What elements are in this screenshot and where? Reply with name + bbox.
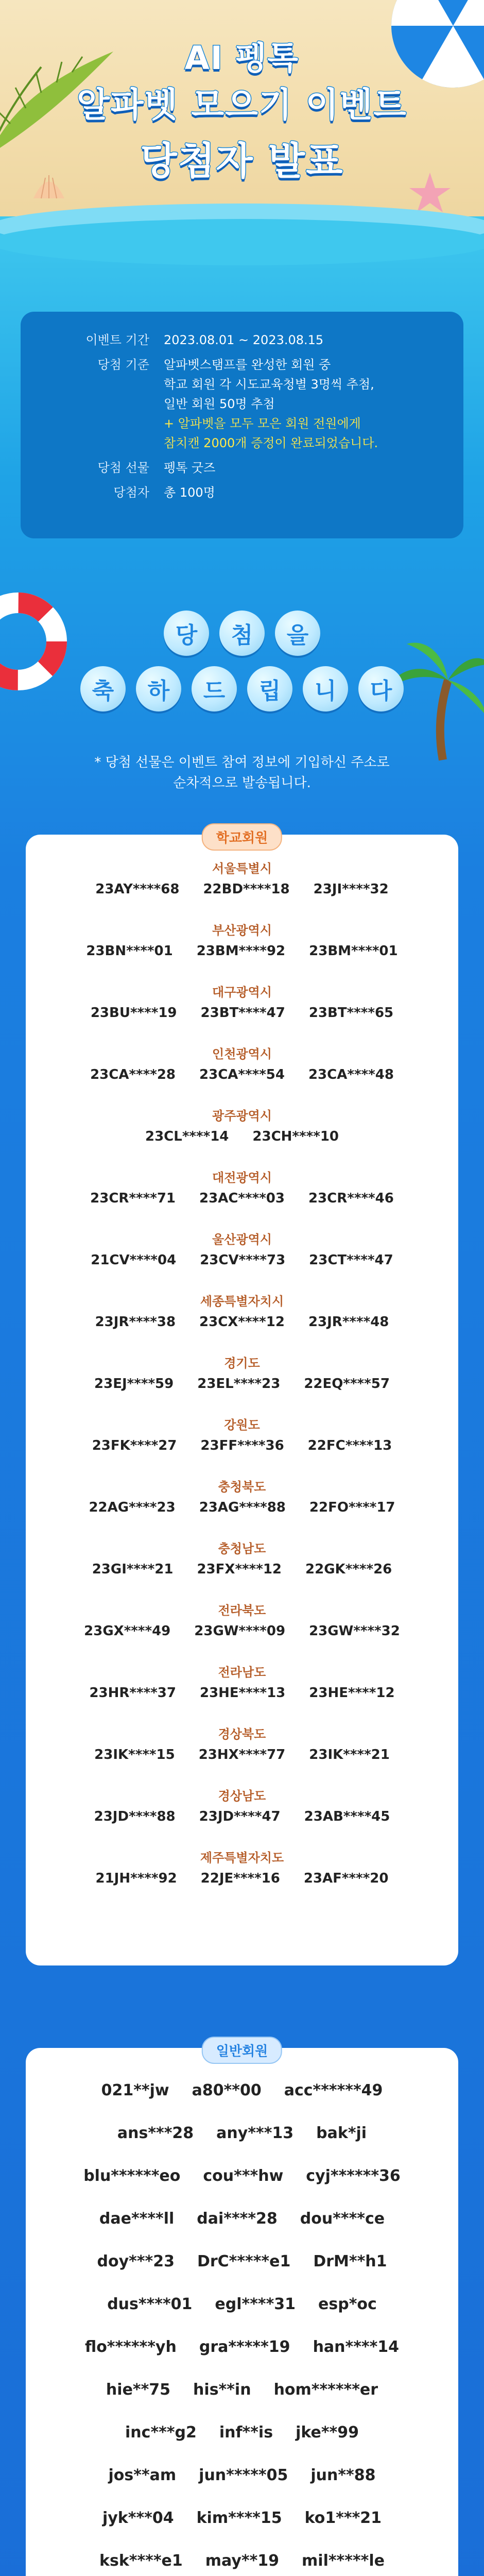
general-winners-list <box>26 2075 458 2576</box>
winner-id: 021**jw <box>101 2081 169 2099</box>
region-name: 세종특별자치시 <box>200 1294 284 1309</box>
header-event-name: 알파벳 모으기 이벤트 <box>77 85 407 125</box>
winner-code: 23CA****54 <box>199 1067 285 1082</box>
winner-id: gra*****19 <box>199 2338 290 2356</box>
region-winner-row <box>26 1188 458 1209</box>
event-info-box <box>21 312 463 538</box>
winner-id: jos**am <box>108 2466 177 2484</box>
winner-id: dai****28 <box>197 2210 278 2228</box>
winner-code: 23CA****48 <box>308 1067 394 1082</box>
region-name: 경기도 <box>224 1356 260 1370</box>
congrats-char: 첨 <box>219 611 265 656</box>
winner-code: 23BT****47 <box>200 1005 285 1021</box>
general-winner-row <box>26 2117 458 2149</box>
info-row-criteria: 당첨 기준 알파벳스탬프를 완성한 회원 중 <box>97 358 331 372</box>
winner-code: 22GK****26 <box>305 1562 392 1577</box>
info-row-bonus-2: 참치캔 2000개 증정이 완료되었습니다. <box>164 436 378 450</box>
region-winner-row <box>26 941 458 961</box>
winner-code: 23EL****23 <box>197 1376 281 1392</box>
general-members-title: 일반회원 <box>202 2037 282 2064</box>
winner-code: 23CR****46 <box>308 1191 394 1206</box>
winner-code: 23HR****37 <box>89 1685 176 1701</box>
winner-code: 23CT****47 <box>309 1252 393 1268</box>
winner-code: 23FX****12 <box>197 1562 282 1577</box>
region-name: 울산광역시 <box>212 1232 272 1247</box>
winner-code: 23CH****10 <box>252 1129 339 1144</box>
winner-code: 23JD****88 <box>94 1809 176 1824</box>
winner-code: 23AC****03 <box>199 1191 285 1206</box>
general-winner-row <box>26 2331 458 2363</box>
info-row-criteria-2: 학교 회원 각 시도교육청별 3명씩 추첨, <box>164 377 374 392</box>
region-winner-row <box>26 1621 458 1641</box>
winner-code: 23FF****36 <box>200 1438 284 1453</box>
winner-code: 23GI****21 <box>92 1562 174 1577</box>
wave-decoration <box>0 219 484 265</box>
region-name: 전라남도 <box>218 1665 266 1680</box>
region-name: 전라북도 <box>218 1603 266 1618</box>
info-row-period: 이벤트 기간 2023.08.01 ~ 2023.08.15 <box>85 333 324 347</box>
info-row-prize: 당첨 선물 펭톡 굿즈 <box>97 461 216 475</box>
winner-id: ans***28 <box>117 2124 194 2142</box>
winner-code: 23AY****68 <box>95 882 180 897</box>
winner-id: jun*****05 <box>199 2466 288 2484</box>
general-winner-row <box>26 2374 458 2405</box>
school-winners-card <box>26 831 458 1965</box>
general-winner-row <box>26 2289 458 2320</box>
winner-id: any***13 <box>216 2124 294 2142</box>
winner-code: 23EJ****59 <box>94 1376 174 1392</box>
winner-code: 23CV****73 <box>200 1252 286 1268</box>
winner-code: 23AG****88 <box>199 1500 286 1515</box>
winner-code: 23JR****48 <box>308 1314 389 1330</box>
congratulations-banner <box>0 611 484 722</box>
winner-code: 23CA****28 <box>90 1067 176 1082</box>
header-brand: AI 펭톡 <box>184 39 300 77</box>
winner-code: 23JR****38 <box>95 1314 176 1330</box>
winner-id: han****14 <box>313 2338 400 2356</box>
winner-code: 23CL****14 <box>145 1129 229 1144</box>
winner-id: blu******eo <box>83 2167 181 2185</box>
region-winner-row <box>26 1312 458 1332</box>
general-winner-row <box>26 2246 458 2277</box>
winner-code: 23CX****12 <box>199 1314 285 1330</box>
winner-code: 22FO****17 <box>309 1500 395 1515</box>
winner-id: a80**00 <box>192 2081 262 2099</box>
winner-id: hom******er <box>273 2381 378 2399</box>
winner-code: 23JI****32 <box>313 882 389 897</box>
winner-id: flo******yh <box>84 2338 177 2356</box>
winner-code: 23IK****21 <box>309 1747 390 1762</box>
winner-code: 22FC****13 <box>307 1438 392 1453</box>
region-winner-row <box>26 1435 458 1456</box>
region-name: 경상남도 <box>218 1789 266 1803</box>
congrats-char: 하 <box>136 666 181 711</box>
region-winner-row <box>26 1126 458 1147</box>
winner-id: ko1***21 <box>304 2509 382 2527</box>
winner-code: 22AG****23 <box>89 1500 176 1515</box>
winner-code: 22EQ****57 <box>304 1376 390 1392</box>
region-winner-row <box>26 1497 458 1518</box>
winner-id: his**in <box>193 2381 251 2399</box>
winner-code: 22JE****16 <box>200 1871 280 1886</box>
general-winner-row <box>26 2160 458 2192</box>
congrats-char: 당 <box>164 611 209 656</box>
winner-code: 23IK****15 <box>94 1747 175 1762</box>
winner-id: dus****01 <box>107 2295 193 2313</box>
winner-id: jyk***04 <box>102 2509 174 2527</box>
winner-id: mil*****le <box>302 2552 385 2570</box>
region-winner-row <box>26 1064 458 1085</box>
winner-code: 22BD****18 <box>203 882 290 897</box>
winner-code: 23HE****13 <box>199 1685 286 1701</box>
winner-code: 23BM****01 <box>309 943 398 959</box>
info-row-winners: 당첨자 총 100명 <box>113 485 215 500</box>
congrats-char: 다 <box>358 666 404 711</box>
region-winner-row <box>26 1374 458 1394</box>
info-row-criteria-3: 일반 회원 50명 추첨 <box>164 397 275 411</box>
region-name: 충청북도 <box>218 1480 266 1494</box>
general-winner-row <box>26 2460 458 2491</box>
winner-code: 23CR****71 <box>90 1191 176 1206</box>
winner-id: DrC*****e1 <box>197 2252 291 2270</box>
winner-code: 23GW****09 <box>194 1623 286 1639</box>
region-name: 대전광역시 <box>212 1171 272 1185</box>
winner-id: dae****ll <box>99 2210 175 2228</box>
school-winners-list <box>26 858 458 1909</box>
general-winner-row <box>26 2203 458 2234</box>
info-row-bonus: + 알파벳을 모두 모은 회원 전원에게 <box>164 416 361 431</box>
region-name: 광주광역시 <box>212 1109 272 1123</box>
winner-code: 21CV****04 <box>91 1252 177 1268</box>
region-name: 경상북도 <box>218 1727 266 1741</box>
winner-code: 23BN****01 <box>86 943 173 959</box>
header-announcement: 당첨자 발표 <box>140 139 344 183</box>
general-winner-row <box>26 2417 458 2448</box>
region-winner-row <box>26 1250 458 1270</box>
congrats-row-1 <box>0 611 484 656</box>
winner-id: jke**99 <box>296 2424 359 2442</box>
congrats-char: 립 <box>247 666 292 711</box>
region-winner-row <box>26 879 458 900</box>
congrats-char: 니 <box>303 666 348 711</box>
winner-id: inc***g2 <box>125 2424 197 2442</box>
event-header <box>0 36 484 190</box>
winner-code: 23GW****32 <box>309 1623 400 1639</box>
region-winner-row <box>26 1744 458 1765</box>
region-winner-row <box>26 1868 458 1889</box>
region-winner-row <box>26 1806 458 1827</box>
winner-id: bak*ji <box>316 2124 367 2142</box>
winner-code: 23GX****49 <box>84 1623 171 1639</box>
region-winner-row <box>26 1003 458 1023</box>
winner-id: jun**88 <box>310 2466 376 2484</box>
winner-code: 21JH****92 <box>95 1871 177 1886</box>
winner-id: cyj******36 <box>306 2167 401 2185</box>
winner-id: doy***23 <box>97 2252 175 2270</box>
winner-id: hie**75 <box>106 2381 171 2399</box>
congrats-char: 을 <box>275 611 320 656</box>
shipping-notice: * 당첨 선물은 이벤트 참여 정보에 기입하신 주소로 순차적으로 발송됩니다. <box>94 755 390 791</box>
winner-code: 23BU****19 <box>90 1005 177 1021</box>
winner-id: DrM**h1 <box>313 2252 387 2270</box>
school-members-title: 학교회원 <box>202 823 282 851</box>
congrats-char: 축 <box>80 666 126 711</box>
winner-code: 23AF****20 <box>303 1871 389 1886</box>
general-winner-row <box>26 2545 458 2576</box>
general-winners-card <box>26 2044 458 2576</box>
winner-code: 23BT****65 <box>308 1005 394 1021</box>
winner-code: 23HX****77 <box>198 1747 286 1762</box>
region-winner-row <box>26 1683 458 1703</box>
region-winner-row <box>26 1559 458 1580</box>
region-name: 인천광역시 <box>212 1047 272 1061</box>
general-winner-row <box>26 2075 458 2106</box>
winner-id: acc******49 <box>284 2081 383 2099</box>
winner-id: inf**is <box>219 2424 273 2442</box>
congrats-row-2 <box>0 666 484 711</box>
region-name: 강원도 <box>224 1418 260 1432</box>
winner-code: 23BM****92 <box>196 943 286 959</box>
winner-code: 23JD****47 <box>199 1809 281 1824</box>
winner-id: dou****ce <box>300 2210 385 2228</box>
winner-code: 23FK****27 <box>92 1438 177 1453</box>
region-name: 충청남도 <box>218 1541 266 1556</box>
region-name: 부산광역시 <box>212 923 272 938</box>
winner-id: may**19 <box>205 2552 280 2570</box>
region-name: 대구광역시 <box>212 985 272 999</box>
region-name: 서울특별시 <box>212 861 272 876</box>
region-name: 제주특별자치도 <box>200 1851 284 1865</box>
winner-code: 23AB****45 <box>304 1809 390 1824</box>
general-winner-row <box>26 2502 458 2534</box>
winner-id: ksk****e1 <box>99 2552 183 2570</box>
winner-id: kim****15 <box>196 2509 282 2527</box>
congrats-char: 드 <box>192 666 237 711</box>
winner-id: egl****31 <box>215 2295 296 2313</box>
winner-code: 23HE****12 <box>309 1685 395 1701</box>
winner-id: cou***hw <box>203 2167 284 2185</box>
winner-id: esp*oc <box>318 2295 377 2313</box>
